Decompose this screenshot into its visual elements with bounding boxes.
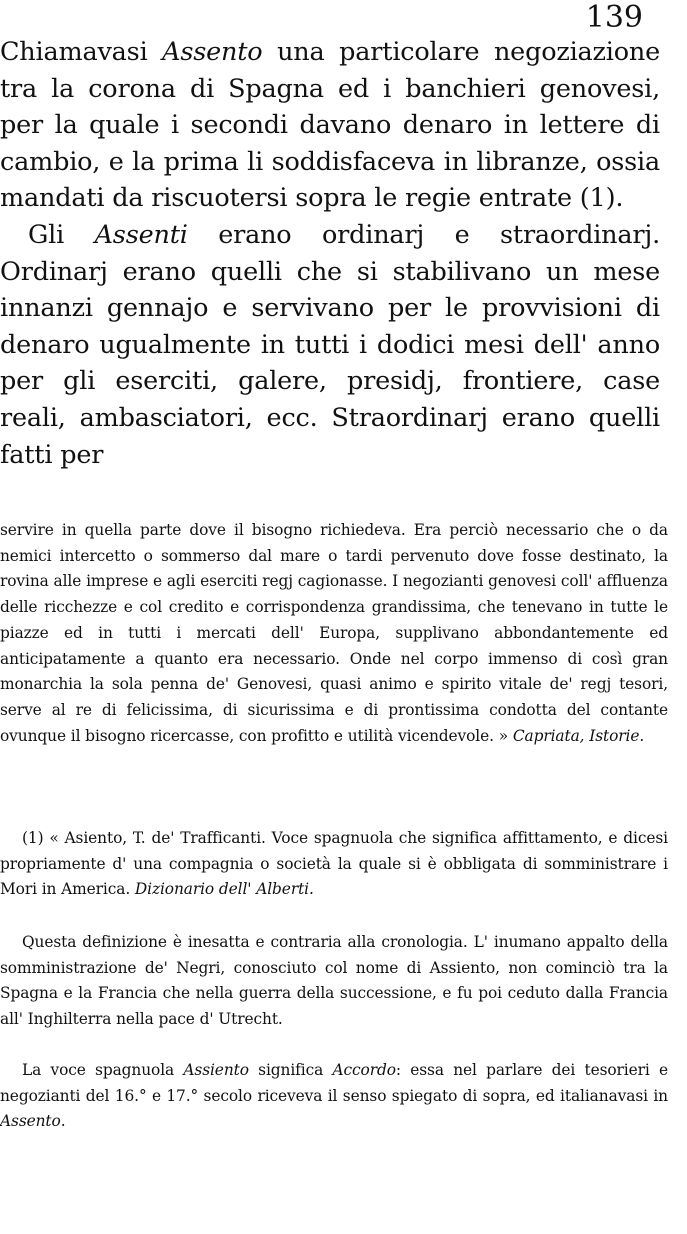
italic-term: Assento [0,1112,61,1131]
text-run: : essa nel parlare dei tesorieri e negozianti del 16.° e 17.° secolo riceveva il senso spiegato di sopra, ed italianavasi in [0,1061,668,1105]
text-run: Gli [28,219,95,250]
page-number: 139 [585,0,643,35]
italic-term: Assento [162,37,263,67]
citation: Dizionario dell' Alberti. [134,880,314,899]
italic-term: Assiento [183,1061,249,1079]
paragraph-assenti-types [0,217,660,473]
main-text [0,34,660,473]
citation: Capriata, Istorie. [512,726,645,745]
italic-term: Assenti [94,219,188,250]
italic-term: Accordo [332,1061,396,1079]
text-run: . [60,1112,66,1131]
text-run: significa [248,1061,333,1079]
text-run: servire in quella parte dove il bisogno richiedeva. Era perciò necessario che o da nemici intercetto o sommerso dal mare o tardi pervenuto dove fosse destinato, la rovina alle imprese e agli eserciti regj cagionasse. I negozianti genovesi coll' affluenza delle ricchezze e col credito e corrispondenza grandissima, che tenevano in tutte le piazze ed in tutti i mercati dell' Europa, supplivano abbondantemente ed anticipatamente a quanto era necessario. Onde nel corpo immenso di così gran monarchia la sola penna de' Genovesi, quasi animo e spirito vitale de' regj tesori, serve al re di felicissima, di sicurissima e di prontissima condotta del contante ovunque il bisogno ricercasse, con profitto e utilità vicendevole. » [0,521,668,745]
text-run: (1) « Asiento, T. de' Trafficanti. Voce spagnuola che significa affittamento, e dicesi propriamente d' una compagnia o società la quale si è obbligata di somministrare i Mori in America. [0,829,668,899]
paragraph-assento-definition [0,34,660,217]
footnote-1 [0,826,668,903]
text-run: erano ordinarj e straordinarj. Ordinarj erano quelli che si stabilivano un mese innanzi gennajo e servivano per le provvisioni di denaro ugualmente in tutti i dodici mesi dell' anno per gli eserciti, galere, presidj, frontiere, case reali, ambasciatori, ecc. Straordinarj erano quelli fatti per [0,219,660,470]
footnote-comment-etymology [0,1058,668,1135]
text-run: La voce spagnuola [22,1061,184,1079]
text-run: Chiamavasi [0,37,163,67]
footnote-comment-chronology [0,930,668,1033]
text-run: Questa definizione è inesatta e contraria alla cronologia. L' inumano appalto della somministrazione de' Negri, conosciuto col nome di Assiento, non cominciò tra la Spagna e la Francia che nella guerra della successione, e fu poi ceduto dalla Francia all' Inghilterra nella pace d' Utrecht. [0,933,668,1029]
footnote-continuation [0,518,668,749]
text-run: una particolare negoziazione tra la corona di Spagna ed i banchieri genovesi, per la quale i secondi davano denaro in lettere di cambio, e la prima li soddisfaceva in libranze, ossia mandati da riscuotersi sopra le regie entrate (1). [0,37,660,214]
